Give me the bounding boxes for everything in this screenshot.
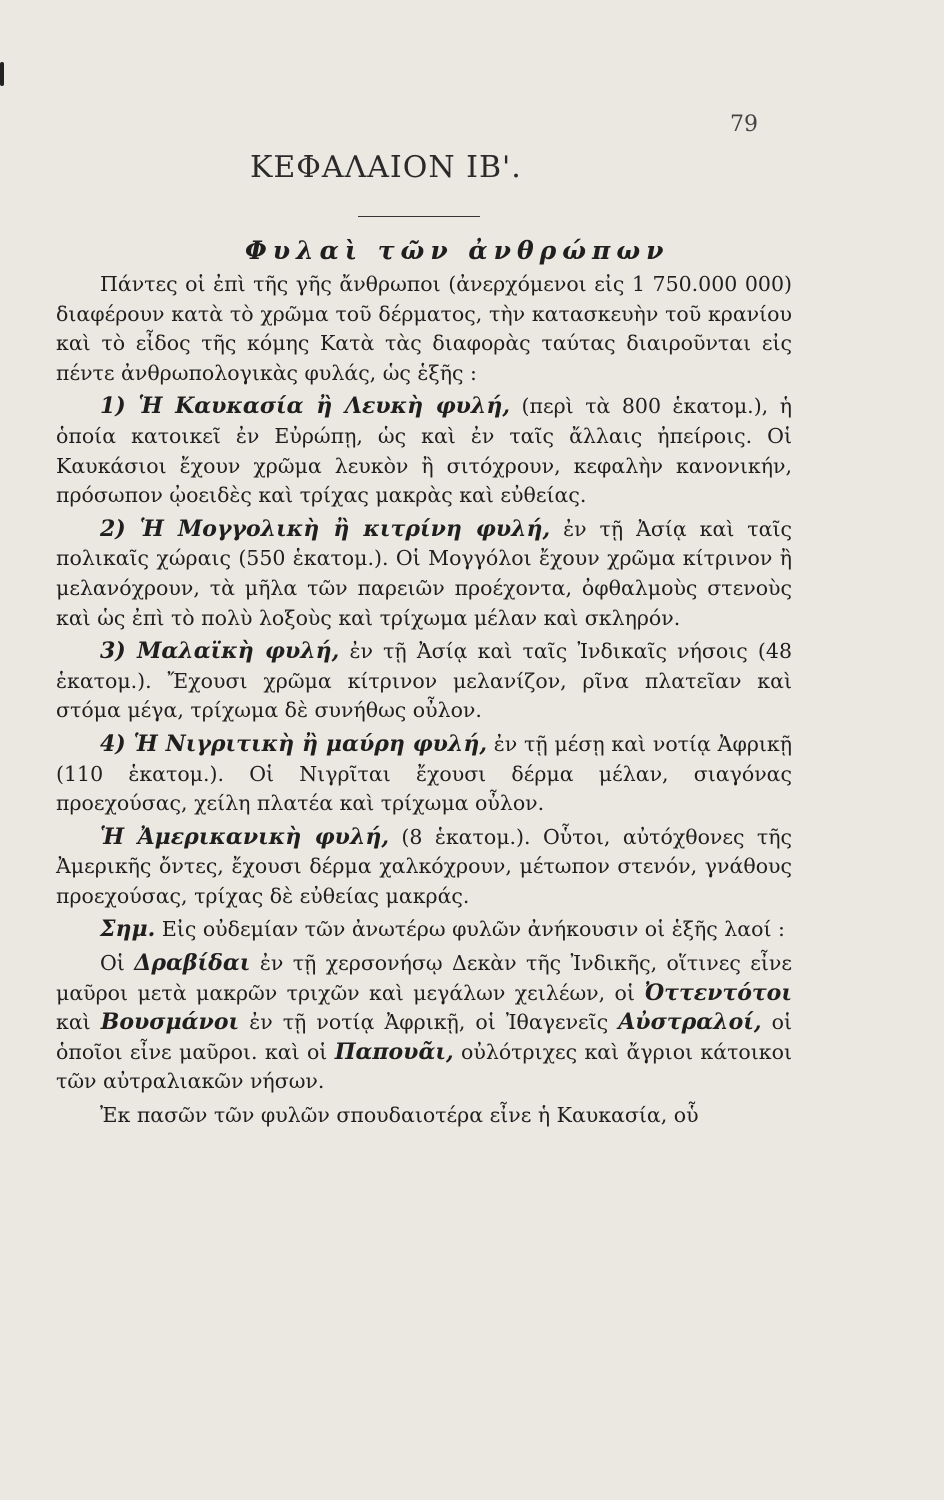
race-label: 1) Ἡ Καυκασία ἢ Λευκὴ φυλή, (100, 393, 510, 420)
title-rule (358, 216, 480, 217)
paragraph-text: (περὶ τὰ 800 ἑκατομ.), ἡ ὁποία κατοικεῖ ἐν Εὐρώπῃ, ὡς καὶ ἐν ταῖς ἄλλαις ἠπείροις. Οἱ Καυκάσιοι ἔχουν χρῶμα λευκὸν ἢ σιτόχρουν, κεφαλὴν κανονικήν, πρόσωπον ᾠοειδὲς καὶ τρίχας μακρὰς καὶ εὐθείας. (56, 394, 792, 508)
paragraph-text: ἐν τῇ Ἀσίᾳ καὶ ταῖς Ἰνδικαῖς νήσοις (48 ἑκατομ.). Ἔχουσι χρῶμα κίτρινον μελανίζον, ρῖνα πλατεῖαν καὶ στόμα μέγα, τρίχωμα δὲ συνήθως οὖλον. (56, 639, 792, 723)
page-number: 79 (730, 112, 758, 137)
text-run: ἐν τῇ νοτίᾳ Ἀφρικῇ, οἱ Ἰθαγενεῖς (239, 1010, 619, 1035)
paragraph-text: ἐν τῇ μέσῃ καὶ νοτίᾳ Ἀφρικῇ (110 ἑκατομ.). Οἱ Νιγρῖται ἔχουσι δέρμα μέλαν, σιαγόνας προεχούσας, χείλη πλατέα καὶ τρίχωμα οὖλον. (56, 731, 792, 816)
people-name: Αὐστραλοί, (618, 1009, 762, 1036)
race-label: 2) Ἡ Μογγολικὴ ἢ κιτρίνη φυλή, (100, 515, 551, 542)
paragraph-text: Εἰς οὐδεμίαν τῶν ἀνωτέρω φυλῶν ἀνήκουσιν οἱ ἑξῆς λαοί : (155, 917, 785, 942)
paragraph-text: (8 ἑκατομ.). Οὗτοι, αὐτόχθονες τῆς Ἀμερικῆς ὄντες, ἔχουσι δέρμα χαλκόχρουν, μέτωπον στενόν, γνάθους προεχούσας, τρίχας δὲ εὐθείας μακράς. (56, 824, 792, 908)
people-name: Δραβίδαι (134, 950, 251, 977)
race-label: 4) Ἡ Νιγριτικὴ ἢ μαύρη φυλή, (100, 730, 488, 757)
text-run: Οἱ (100, 951, 135, 976)
paragraph-negroid (56, 730, 792, 819)
paragraph-american (56, 823, 792, 912)
text-run: οἱ ὁποῖοι εἶνε μαῦροι. καὶ οἱ (56, 1010, 792, 1064)
text-run: καὶ (56, 1010, 101, 1035)
body-text (56, 270, 792, 1131)
chapter-title: ΚΕΦΑΛΑΙΟΝ ΙΒ'. (250, 150, 522, 185)
text-run: οὐλότριχες καὶ ἄγριοι κάτοικοι τῶν αὐτραλιακῶν νήσων. (56, 1039, 792, 1094)
paragraph-text: ἐν τῇ Ἀσίᾳ καὶ ταῖς πολικαῖς χώραις (550 ἑκατομ.). Οἱ Μογγόλοι ἔχουν χρῶμα κίτρινον ἢ μελανόχρουν, τὰ μῆλα τῶν παρειῶν προέχοντα, ὀφθαλμοὺς στενοὺς καὶ ὡς ἐπὶ τὸ πολὺ λοξοὺς καὶ τρίχωμα μέλαν καὶ σκληρόν. (56, 516, 793, 630)
race-label: 3) Μαλαϊκὴ φυλή, (100, 638, 340, 665)
paragraph-malay (56, 637, 792, 726)
paragraph-last: Ἐκ πασῶν τῶν φυλῶν σπουδαιοτέρα εἶνε ἡ Καυκασία, οὗ (100, 1103, 699, 1128)
paragraph-other-peoples (56, 949, 792, 1097)
note-label: Σημ. (100, 916, 156, 943)
paragraph-mongolian (56, 515, 792, 633)
people-name: Παπουᾶι, (334, 1038, 454, 1065)
section-title: Φυλαὶ τῶν ἀνθρώπων (245, 236, 670, 265)
people-name: Βουσμάνοι (100, 1009, 240, 1036)
paragraph-note (56, 915, 792, 945)
paragraph-caucasian (56, 392, 792, 510)
race-label: Ἡ Ἀμερικανικὴ φυλή, (100, 823, 390, 850)
scan-edge-mark (0, 62, 4, 86)
people-name: Ὀττεντότοι (644, 979, 792, 1006)
text-run: ἐν τῇ χερσονήσῳ Δεκὰν τῆς Ἰνδικῆς, οἵτινες εἶνε μαῦροι μετὰ μακρῶν τριχῶν καὶ μεγάλων χειλέων, οἱ (56, 951, 792, 1005)
paragraph-intro: Πάντες οἱ ἐπὶ τῆς γῆς ἄνθρωποι (ἀνερχόμενοι εἰς 1 750.000 000) διαφέρουν κατὰ τὸ χρῶμα τοῦ δέρματος, τὴν κατασκευὴν τοῦ κρανίου καὶ τὸ εἶδος τῆς κόμης Κατὰ τὰς διαφορὰς ταύτας διαιροῦνται εἰς πέντε ἀνθρωπολογικὰς φυλάς, ὡς ἑξῆς : (56, 272, 792, 385)
